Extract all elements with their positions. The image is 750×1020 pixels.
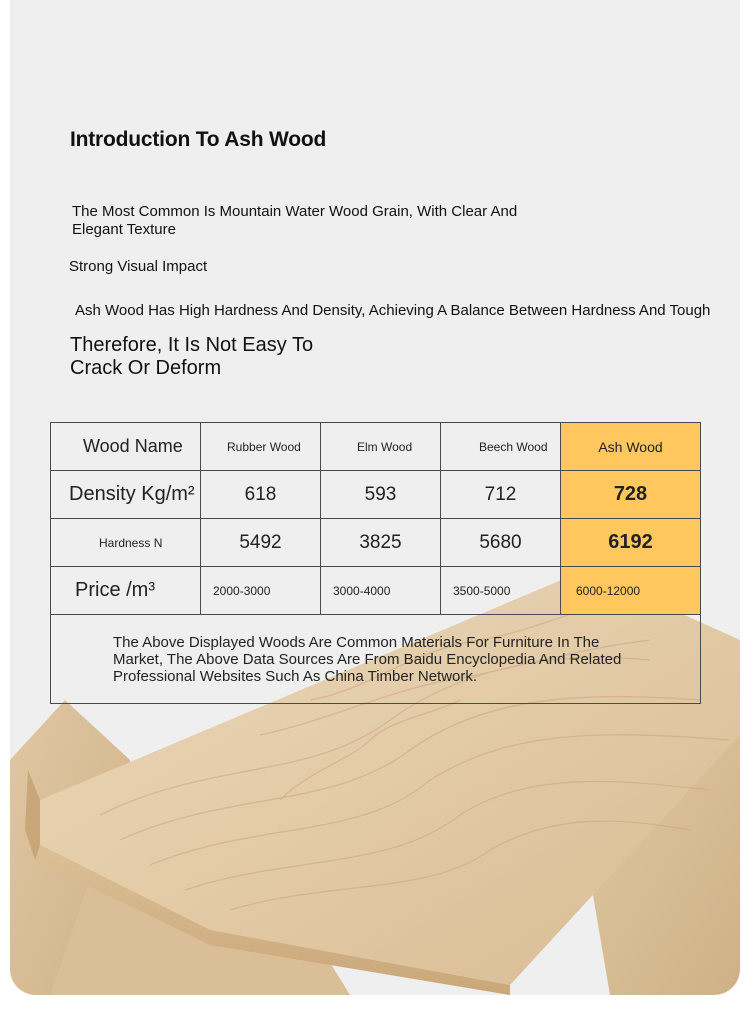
table-note: The Above Displayed Woods Are Common Materials For Furniture In The Market, The Above Data Sources Are From Baidu Encyclopedia And Related Professional Websites Such As China Timber Network.: [51, 615, 701, 704]
table-cell: 618: [201, 471, 321, 519]
table-cell: 3500-5000: [441, 567, 561, 615]
content-panel: [10, 0, 740, 995]
column-header-highlight: Ash Wood: [561, 423, 701, 471]
column-header: Rubber Wood: [201, 423, 321, 471]
intro-line-grain: The Most Common Is Mountain Water Wood Grain, With Clear And Elegant Texture: [72, 203, 518, 238]
table-cell: 3825: [321, 519, 441, 567]
column-header: Wood Name: [51, 423, 201, 471]
table-row: [51, 471, 701, 519]
column-header: Beech Wood: [441, 423, 561, 471]
row-label: Density Kg/m²: [51, 471, 201, 519]
wood-comparison-table: [50, 422, 701, 704]
page-title: Introduction To Ash Wood: [70, 128, 327, 151]
table-cell: 593: [321, 471, 441, 519]
table-cell-highlight: 6000-12000: [561, 567, 701, 615]
table-cell: 712: [441, 471, 561, 519]
intro-line-impact: Strong Visual Impact: [69, 258, 208, 275]
intro-line-hardness: Ash Wood Has High Hardness And Density, Achieving A Balance Between Hardness And Tough: [75, 302, 711, 319]
table-cell: 5680: [441, 519, 561, 567]
table-header-row: [51, 423, 701, 471]
row-label: Hardness N: [51, 519, 201, 567]
table-cell: 2000-3000: [201, 567, 321, 615]
table-cell: 5492: [201, 519, 321, 567]
intro-line-deform: Therefore, It Is Not Easy To Crack Or Deform: [70, 334, 314, 379]
table-note-row: [51, 615, 701, 704]
column-header: Elm Wood: [321, 423, 441, 471]
table-row: [51, 567, 701, 615]
table-row: [51, 519, 701, 567]
table-cell-highlight: 6192: [561, 519, 701, 567]
table-cell-highlight: 728: [561, 471, 701, 519]
row-label: Price /m³: [51, 567, 201, 615]
table-cell: 3000-4000: [321, 567, 441, 615]
